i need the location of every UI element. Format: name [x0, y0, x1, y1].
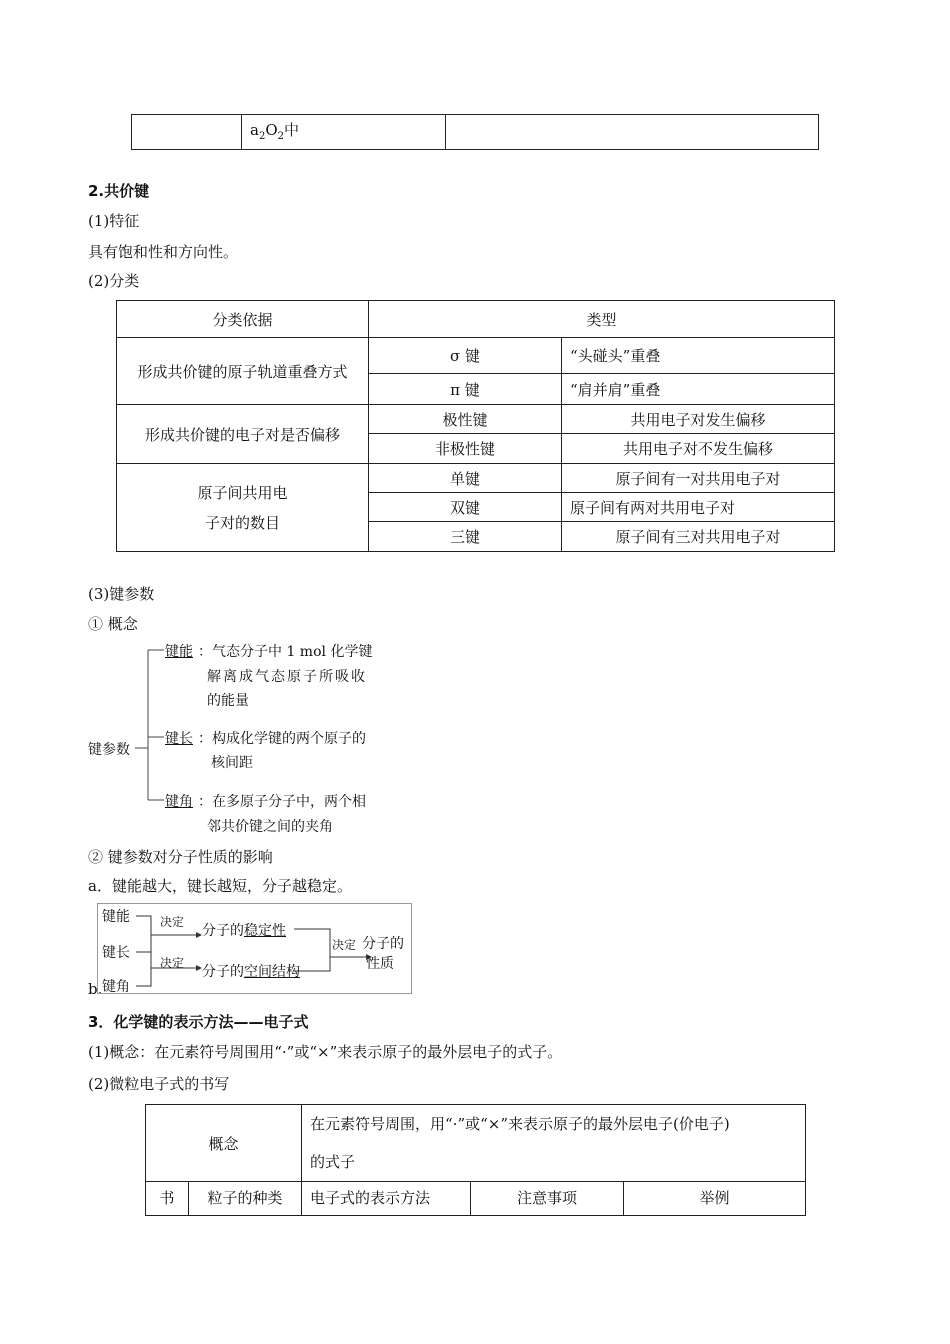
tree-energy-line3: 的能量 — [207, 693, 249, 709]
tree-length-line1: 构成化学键的两个原子的 — [212, 731, 366, 747]
tree-length-label: 键长 — [165, 731, 193, 747]
tree-angle-line1: 在多原子分子中，两个相 — [212, 794, 366, 810]
header-type: 类型 — [369, 301, 835, 338]
type-single: 单键 — [369, 464, 562, 493]
flow-result-line2: 性质 — [366, 956, 394, 972]
tree-bracket-lines — [130, 640, 180, 810]
flow-decide-top: 决定 — [160, 915, 185, 929]
feature-heading: (1)特征 — [88, 212, 140, 230]
type-double: 双键 — [369, 493, 562, 522]
tree-energy-line2: 解离成气态原子所吸收 — [207, 669, 367, 685]
section-title-electron: 3．化学键的表示方法——电子式 — [88, 1013, 309, 1031]
desc-nonpolar: 共用电子对不发生偏移 — [562, 434, 835, 464]
flow-structure: 分子的空间结构 — [202, 964, 300, 980]
property-flow-diagram — [97, 903, 412, 994]
top-table-empty-cell-2 — [446, 115, 819, 150]
col-example: 举例 — [624, 1182, 806, 1216]
classification-table — [116, 300, 835, 552]
flow-energy: 键能 — [102, 909, 130, 925]
flow-result-line1: 分子的 — [362, 936, 404, 952]
desc-pi: “肩并肩”重叠 — [562, 374, 835, 405]
flow-length: 键长 — [102, 945, 130, 961]
desc-triple: 原子间有三对共用电子对 — [562, 522, 835, 552]
header-basis: 分类依据 — [117, 301, 369, 338]
flow-decide-bottom: 决定 — [160, 956, 185, 970]
col-kind: 粒子的种类 — [189, 1182, 302, 1216]
basis-polarity: 形成共价键的电子对是否偏移 — [117, 405, 369, 464]
concept-label: 概念 — [146, 1105, 302, 1182]
feature-text: 具有饱和性和方向性。 — [88, 243, 239, 261]
desc-single: 原子间有一对共用电子对 — [562, 464, 835, 493]
basis-count: 原子间共用电 子对的数目 — [117, 464, 369, 552]
tree-angle-line2: 邻共价键之间的夹角 — [207, 819, 333, 835]
type-polar: 极性键 — [369, 405, 562, 434]
tree-energy-line1: 气态分子中 1 mol 化学键 — [212, 644, 373, 660]
bond-param-heading: (3)键参数 — [88, 585, 155, 603]
tree-energy-label: 键能 — [165, 644, 193, 660]
electron-concept: (1)概念：在元素符号周围用“·”或“×”来表示原子的最外层电子的式子。 — [88, 1043, 563, 1061]
type-pi: π 键 — [369, 374, 562, 405]
type-nonpolar: 非极性键 — [369, 434, 562, 464]
col-note: 注意事项 — [471, 1182, 624, 1216]
top-table-empty-cell — [132, 115, 242, 150]
top-table-formula-cell: $a_2O_2$中 — [242, 115, 446, 150]
flow-decide-right: 决定 — [332, 938, 357, 952]
type-sigma: σ 键 — [369, 338, 562, 374]
desc-double: 原子间有两对共用电子对 — [562, 493, 835, 522]
col-method: 电子式的表示方法 — [302, 1182, 471, 1216]
tree-angle-label: 键角 — [165, 794, 193, 810]
tree-root: 键参数 — [88, 742, 130, 758]
effect-a: a．键能越大，键长越短，分子越稳定。 — [88, 877, 352, 895]
section-title-covalent: 2.共价键 — [88, 182, 150, 200]
basis-overlap: 形成共价键的原子轨道重叠方式 — [117, 338, 369, 405]
electron-table — [145, 1104, 806, 1216]
type-triple: 三键 — [369, 522, 562, 552]
top-table — [131, 114, 819, 150]
flow-stability: 分子的稳定性 — [202, 923, 286, 939]
concept-text: 在元素符号周围，用“·”或“×”来表示原子的最外层电子(价电子) 的式子 — [302, 1105, 806, 1182]
effect-b-prefix: b. — [88, 980, 103, 998]
effect-heading: ② 键参数对分子性质的影响 — [88, 848, 273, 866]
desc-sigma: “头碰头”重叠 — [562, 338, 835, 374]
desc-polar: 共用电子对发生偏移 — [562, 405, 835, 434]
class-heading: (2)分类 — [88, 272, 140, 290]
flow-angle: 键角 — [102, 979, 130, 995]
col-shu: 书 — [146, 1182, 189, 1216]
electron-writing: (2)微粒电子式的书写 — [88, 1075, 230, 1093]
tree-length-line2: 核间距 — [211, 755, 253, 771]
concept-heading: ① 概念 — [88, 615, 138, 633]
